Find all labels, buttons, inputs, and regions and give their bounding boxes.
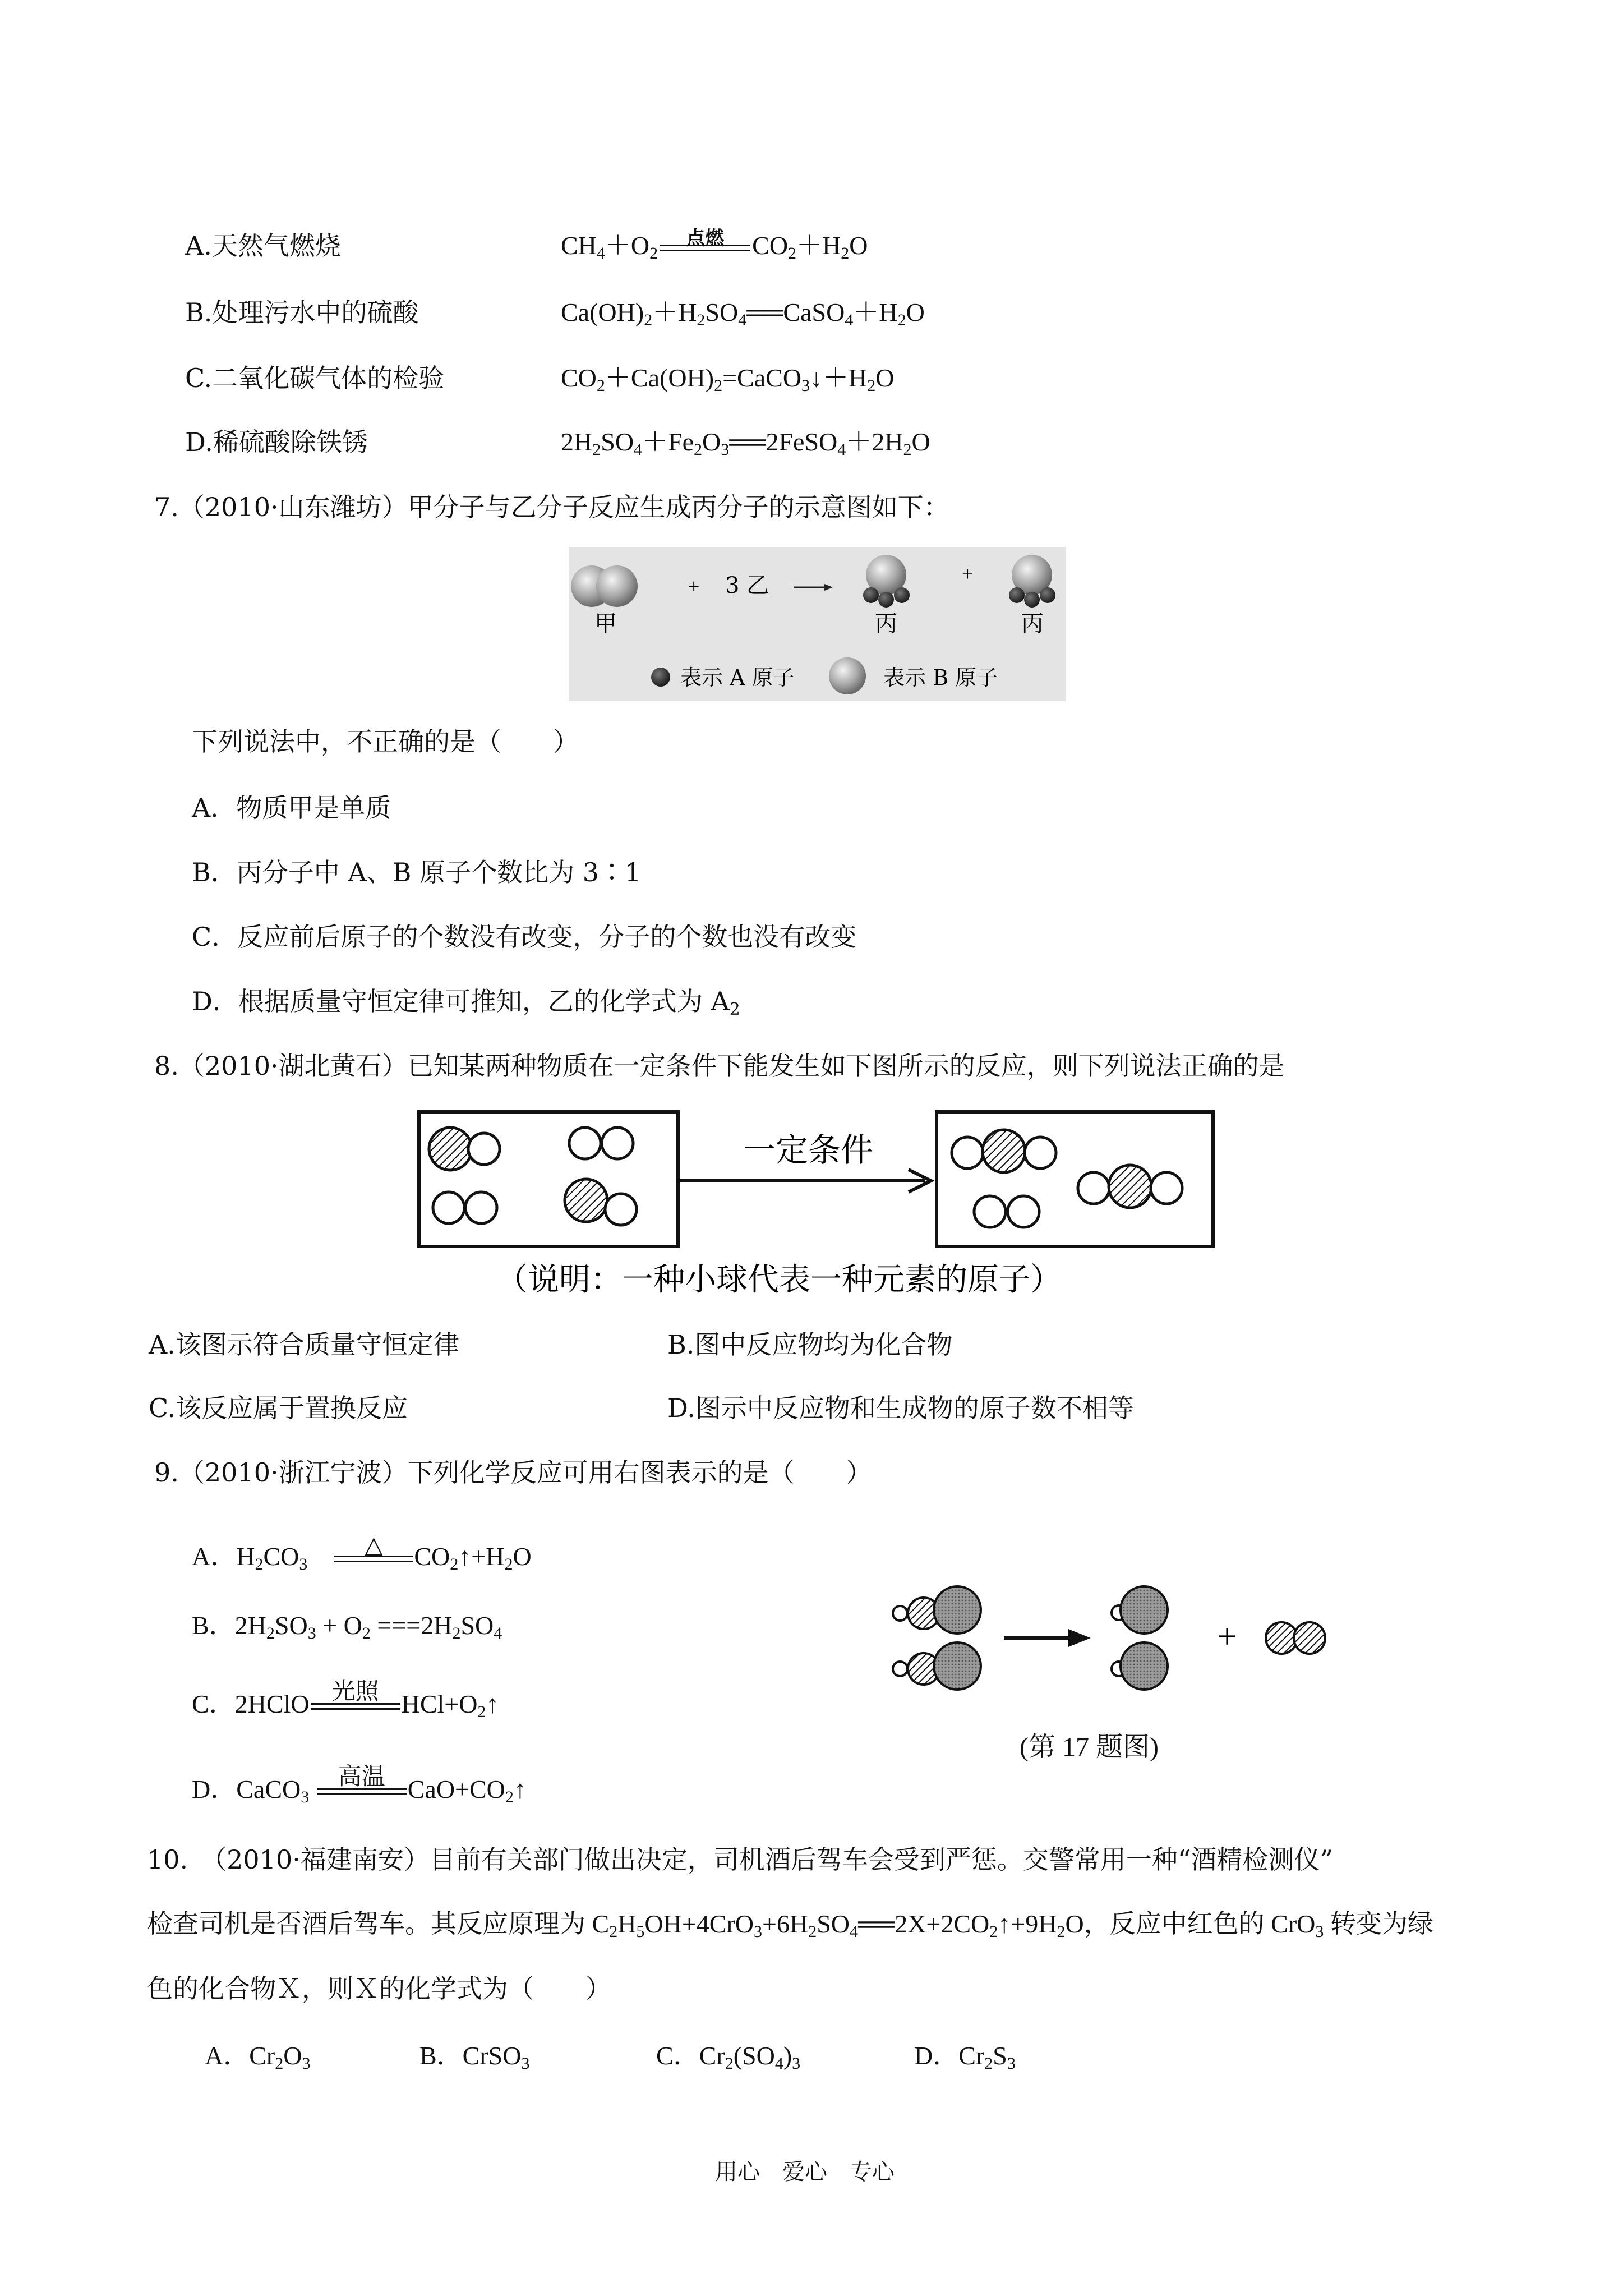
- q6-option-c-equation: $CO_2+Ca(OH)_2=CaCO_3↓+H_2O$: [561, 364, 895, 395]
- q10-option-c: C．$Cr_2(SO_4)_3$: [656, 2041, 801, 2073]
- q10-line-2: 检查司机是否酒后驾车。其反应原理为 $C_2H_5OH+4CrO_3+6H_2SO_4══2X+2CO_2↑+9H_2O$，反应中红色的 CrO$_3$ 转变为绿: [147, 1910, 1433, 1941]
- q7-prompt: 下列说法中，不正确的是（ ）: [192, 726, 579, 757]
- q9-reaction-diagram: [883, 1582, 1354, 1711]
- q8-condition: 一定条件: [743, 1131, 874, 1169]
- q10-line-3: 色的化合物Ｘ，则Ｘ的化学式为（ ）: [147, 1973, 611, 2004]
- q7-option-d: D．根据质量守恒定律可推知，乙的化学式为 $A_2$: [192, 986, 740, 1019]
- q8-option-b: B.图中反应物均为化合物: [667, 1329, 953, 1360]
- q8-stem: 8.（2010·湖北黄石）已知某两种物质在一定条件下能发生如下图所示的反应，则下列说法正确的是: [154, 1051, 1285, 1081]
- q9-figure-caption: (第 17 题图): [1020, 1732, 1159, 1762]
- q9-reaction-figure: [883, 1582, 1354, 1711]
- q8-option-a: A.该图示符合质量守恒定律: [149, 1329, 459, 1360]
- q7-legend-b-atom: [829, 657, 866, 694]
- q7-reactant-2: 3 乙: [725, 573, 769, 599]
- q7-label-bing-2: 丙: [1021, 611, 1044, 637]
- q9-option-d: D．CaCO$_3$ 高温 $CaO+CO_2↑$: [192, 1773, 527, 1806]
- q6-option-c-label: C.二氧化碳气体的检验: [185, 363, 445, 393]
- q9-option-a: A．$H_2CO_3$ △ $CO_2↑+H_2O$: [192, 1540, 532, 1573]
- q9-a-condition: △: [365, 1533, 383, 1559]
- q7-option-d-text: D．根据质量守恒定律可推知，乙的化学式为 A: [192, 986, 730, 1016]
- q7-label-jia: 甲: [594, 611, 617, 637]
- q6-option-d-equation: $2H_2SO_4+Fe_2O_3══2FeSO_4+2H_2O$: [561, 427, 930, 459]
- q9-fig-plus: +: [1217, 1616, 1238, 1656]
- q6-option-d-label: D.稀硫酸除铁锈: [185, 427, 368, 457]
- q9-c-condition: 光照: [331, 1679, 379, 1705]
- q7-legend-a-atom: [651, 668, 670, 687]
- q7-legend-b: 表示 B 原子: [883, 665, 998, 690]
- q7-molecule-diagram: [569, 547, 1066, 701]
- q6-option-b-label: B.处理污水中的硫酸: [185, 297, 419, 328]
- q8-reaction-diagram: [412, 1105, 1220, 1304]
- q10-option-b: B．CrSO$_3$: [419, 2041, 530, 2073]
- q9-stem: 9.（2010·浙江宁波）下列化学反应可用右图表示的是（ ）: [154, 1457, 872, 1488]
- q6-option-a-label: A.天然气燃烧: [185, 231, 341, 261]
- q8-option-c: C.该反应属于置换反应: [149, 1393, 408, 1423]
- q6-option-b-equation: $Ca(OH)_2+H_2SO_4══CaSO_4+H_2O$: [561, 298, 925, 329]
- q9-option-b: B．$2H_2SO_3 + O_2 ===2H_2SO_4$: [192, 1611, 502, 1642]
- q10-option-d: D．$Cr_2S_3$: [914, 2041, 1016, 2073]
- q7-jia-atom-2: [596, 565, 638, 607]
- q8-reaction-figure: [412, 1105, 1220, 1304]
- q7-stem: 7.（2010·山东潍坊）甲分子与乙分子反应生成丙分子的示意图如下：: [154, 492, 949, 522]
- q7-option-a: A．物质甲是单质: [192, 793, 391, 823]
- q8-option-d: D.图示中反应物和生成物的原子数不相等: [667, 1393, 1134, 1423]
- q7-option-b: B．丙分子中 A、B 原子个数比为 3∶1: [192, 857, 642, 887]
- q7-option-c: C．反应前后原子的个数没有改变，分子的个数也没有改变: [192, 922, 857, 952]
- q9-d-condition: 高温: [338, 1764, 385, 1791]
- q7-label-bing-1: 丙: [875, 611, 897, 637]
- q9-option-c: C．2HClO 光照 $HCl+O_2↑$: [192, 1687, 499, 1721]
- q7-molecule-figure: [569, 547, 1066, 701]
- q7-legend-a: 表示 A 原子: [680, 665, 795, 690]
- q8-note: （说明：一种小球代表一种元素的原子）: [496, 1262, 1062, 1298]
- q7-plus-2: +: [962, 563, 974, 585]
- q7-plus-1: +: [688, 575, 700, 597]
- q10-option-a: A．$Cr_2O_3$: [205, 2041, 311, 2073]
- q6-a-condition: 点燃: [686, 228, 725, 250]
- page-footer: 用心 爱心 专心: [715, 2159, 895, 2185]
- q10-line-1: 10. （2010·福建南安）目前有关部门做出决定，司机酒后驾车会受到严惩。交警常用一种“酒精检测仪”: [147, 1844, 1333, 1875]
- q6-option-a-equation: $CH_4+O_2$ 点燃 $CO_2+H_2O$: [561, 229, 868, 263]
